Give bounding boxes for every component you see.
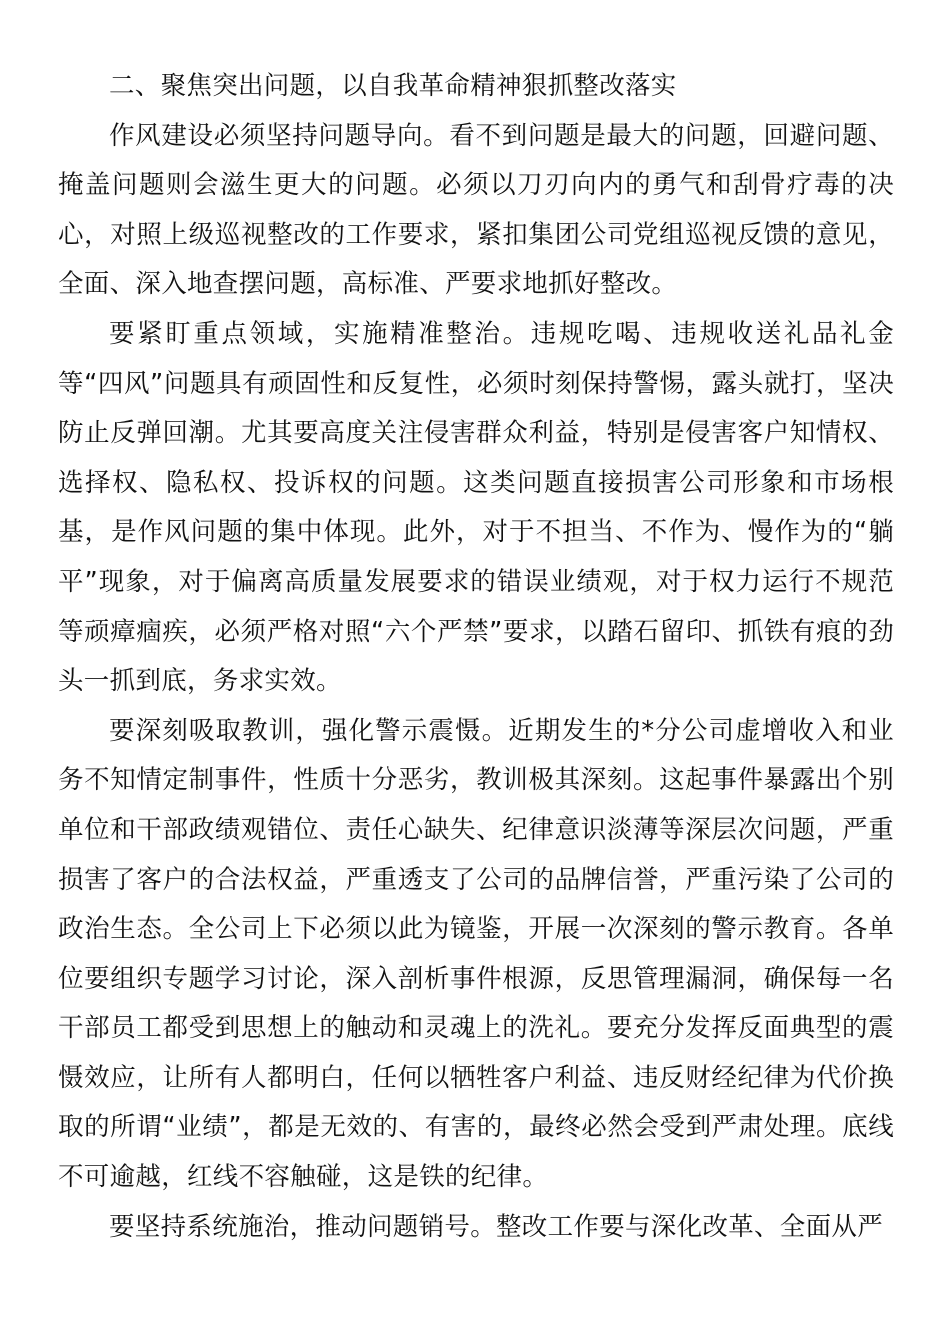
section-heading: 二、聚焦突出问题，以自我革命精神狠抓整改落实 [109,71,677,101]
paragraph-key-areas: 要紧盯重点领域，实施精准整治。违规吃喝、违规收送礼品礼金等“四风”问题具有顽固性和反复性，必须时刻保持警惕，露头就打，坚决防止反弹回潮。尤其要高度关注侵害群众利益，特别是侵害客户知情权、选择权、隐私权、投诉权的问题。这类问题直接损害公司形象和市场根基，是作风问题的集中体现。此外，对于不担当、不作为、慢作为的“躺平”现象，对于偏离高质量发展要求的错误业绩观，对于权力运行不规范等顽瘴痼疾，必须严格对照“六个严禁”要求，以踏石留印、抓铁有痕的劲头一抓到底，务求实效。 [58,318,894,697]
paragraph-problem-orientation: 作风建设必须坚持问题导向。看不到问题是最大的问题，回避问题、掩盖问题则会滋生更大的问题。必须以刀刃向内的勇气和刮骨疗毒的决心，对照上级巡视整改的工作要求，紧扣集团公司党组巡视反馈的意见，全面、深入地查摆问题，高标准、严要求地抓好整改。 [58,120,894,300]
paragraph-systematic-governance: 要坚持系统施治，推动问题销号。整改工作要与深化改革、全面从严 [109,1211,884,1242]
paragraph-warning-lessons: 要深刻吸取教训，强化警示震慑。近期发生的*分公司虚增收入和业务不知情定制事件，性质十分恶劣，教训极其深刻。这起事件暴露出个别单位和干部政绩观错位、责任心缺失、纪律意识淡薄等深层次问题，严重损害了客户的合法权益，严重透支了公司的品牌信誉，严重污染了公司的政治生态。全公司上下必须以此为镜鉴，开展一次深刻的警示教育。各单位要组织专题学习讨论，深入剖析事件根源，反思管理漏洞，确保每一名干部员工都受到思想上的触动和灵魂上的洗礼。要充分发挥反面典型的震慑效应，让所有人都明白，任何以牺牲客户利益、违反财经纪律为代价换取的所谓“业绩”，都是无效的、有害的，最终必然会受到严肃处理。底线不可逾越，红线不容触碰，这是铁的纪律。 [58,715,894,1193]
document-body [58,62,894,1252]
